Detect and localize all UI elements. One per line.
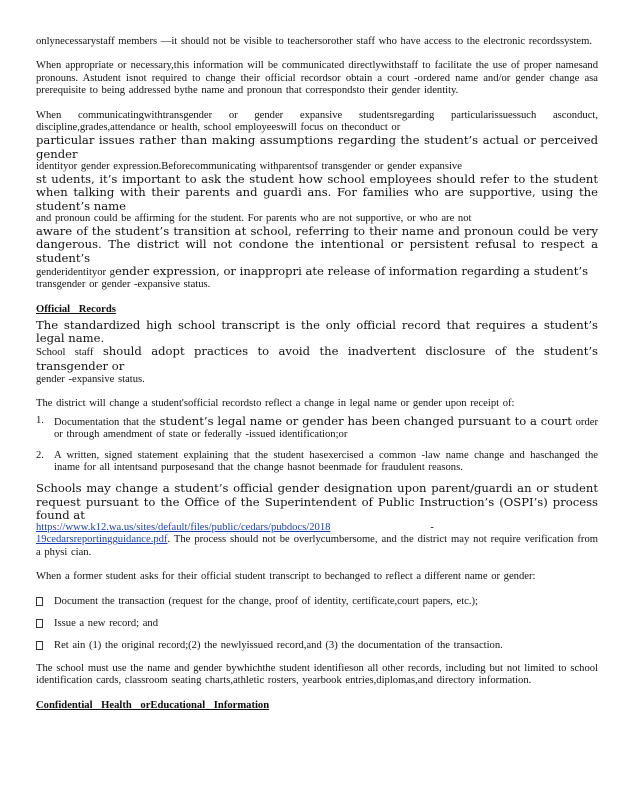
list-text: Issue a new record; and [54, 617, 159, 629]
checkbox-bullet-icon [36, 619, 43, 628]
text-line [36, 345, 598, 374]
text-line: aware of the student’s transition at school, referring to their name and pronoun could be very dangerous. The district will not condone the intentional or persistent refusal to respect a student’s [36, 224, 598, 265]
list-item [36, 450, 598, 475]
paragraph-former-student: When a former student asks for their official student transcript to bechanged to reflect a different name or gender: [36, 571, 536, 583]
list-item [36, 640, 598, 652]
list-item [36, 618, 598, 630]
text-span: genderidentityor g [36, 266, 115, 278]
bullet-list [36, 596, 598, 653]
paragraph-names-pronouns: When appropriate or necessary,this information will be communicated directlywithstaff to facilitate the use of proper namesand pronouns. Astudent isnot required to change their official recordsor obtain a court -ordered name and/or gender change asa prerequisite to being addressed bythe name and pronoun that correspondsto their gender identity. [36, 60, 598, 97]
paragraph-transcript [36, 319, 598, 387]
paragraph-communicating-with-parents [36, 110, 598, 292]
list-text: order or through amendment of state or federally -issued identification;or [54, 416, 598, 441]
ospi-guidance-link[interactable]: https://www.k12.wa.us/sites/default/files/public/cedars/pubdocs/2018 [36, 521, 331, 533]
text-span: . The process should not be overlycumbersome, and the district may not require verification from a physi cian. [36, 534, 598, 558]
heading-official-records: Official Records [36, 303, 116, 315]
checkbox-bullet-icon [36, 641, 43, 650]
text-line: Schools may change a student’s official gender designation upon parent/guardi an or student request pursuant to the Office of the Superintendent of Public Instruction’s (OSPI’s) process found at [36, 481, 598, 522]
text-line [36, 522, 598, 534]
paragraph-records-visibility: onlynecessarystaff members —it should not be visible to teachersorother staff who have access to the electronic recordssystem. [36, 36, 593, 47]
text-line [36, 534, 598, 559]
numbered-list [36, 415, 598, 475]
text-line: gender -expansive status. [36, 373, 145, 385]
text-line: When communicatingwithtransgender or gender expansive studentsregarding particularissuessuch asconduct, discipline,grades,attendance or health, school employeeswill focus on theconduct or [36, 109, 598, 134]
text-span: ender expression, or inappropri ate release of information regarding a student’s [114, 263, 589, 278]
list-text: Document the transaction (request for the change, proof of identity, certificate,court papers, etc.); [54, 595, 479, 607]
heading-confidential-information: Confidential Health orEducational Information [36, 699, 270, 711]
text-line: The standardized high school transcript is the only official record that requires a student’s legal name. [36, 317, 598, 345]
list-item [36, 596, 598, 608]
text-span: - [430, 521, 434, 533]
text-line: particular issues rather than making assumptions regarding the student’s actual or perceived gender [36, 133, 598, 161]
list-text: A written, signed statement explaining that the student hasexercised a common -law name change and haschanged the iname for all intentsand purposesand that the change hasnot beenmade for fraudulent reasons. [54, 449, 598, 473]
checkbox-bullet-icon [36, 597, 43, 606]
paragraph-ospi-process [36, 482, 598, 559]
list-text: Ret ain (1) the original record;(2) the newlyissued record,and (3) the documentation of the transaction. [54, 640, 503, 652]
text-line: st udents, it’s important to ask the student how school employees should refer to the student when talking with their parents and guardi ans. For families who are supportive, using the student’s name [36, 172, 598, 213]
text-line [36, 265, 598, 279]
text-span: School staff [36, 347, 94, 359]
list-number: 1. [36, 414, 44, 426]
list-text: Documentation that the [54, 416, 160, 428]
ospi-guidance-link-continued[interactable]: 19cedarsreportingguidance.pdf [36, 534, 168, 546]
paragraph-other-records: The school must use the name and gender bywhichthe student identifieson all other records, including but not limited to school identification cards, classroom seating charts,athletic rosters, yearbook entries,diplomas,and directory information. [36, 662, 598, 687]
text-line: identityor gender expression.Beforecommunicating withparentsof transgender or gender expansive [36, 160, 462, 172]
list-item [36, 415, 598, 442]
list-number: 2. [36, 449, 44, 461]
text-line: and pronoun could be affirming for the student. For parents who are not supportive, or who are not [36, 212, 472, 224]
text-line: transgender or gender -expansive status. [36, 279, 211, 291]
list-text: student’s legal name or gender has been changed pursuant to a court [159, 413, 572, 428]
text-span: should adopt practices to avoid the inadvertent disclosure of the student’s transgender or [36, 344, 599, 373]
document-page [36, 36, 598, 715]
paragraph-district-change: The district will change a student'sofficial recordsto reflect a change in legal name or gender upon receipt of: [36, 398, 515, 410]
